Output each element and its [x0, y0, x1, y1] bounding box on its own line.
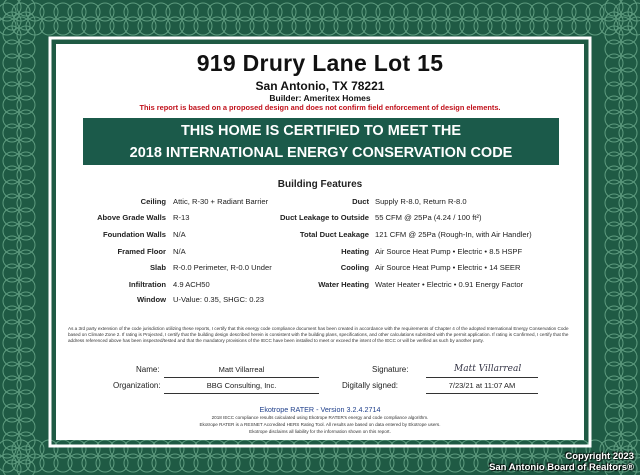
organization-underline: [164, 393, 319, 394]
name-underline: [164, 377, 319, 378]
footer-line-3: Ekotrope disclaims all liability for the information shown on this report.: [249, 429, 391, 434]
feature-label-ceiling: Ceiling: [140, 197, 166, 206]
feature-value-above-grade-walls: R-13: [173, 213, 190, 222]
feature-label-water-heating: Water Heating: [318, 280, 369, 289]
digitally-signed-value: 7/23/21 at 11:07 AM: [448, 381, 516, 390]
feature-value-window: U-Value: 0.35, SHGC: 0.23: [173, 295, 265, 304]
banner-line-1: THIS HOME IS CERTIFIED TO MEET THE: [180, 123, 462, 139]
signature-label: Signature:: [372, 365, 409, 374]
feature-value-ceiling: Attic, R-30 + Radiant Barrier: [173, 197, 269, 206]
builder-name: Builder: Ameritex Homes: [269, 93, 371, 103]
feature-label-heating: Heating: [341, 247, 369, 256]
certification-banner: [83, 118, 559, 165]
feature-label-window: Window: [136, 295, 166, 304]
copyright-watermark: [489, 451, 634, 473]
feature-value-framed-floor: N/A: [173, 247, 186, 256]
feature-value-cooling: Air Source Heat Pump • Electric • 14 SEER: [375, 263, 521, 272]
certificate: [56, 44, 584, 440]
organization-value: BBG Consulting, Inc.: [206, 381, 277, 390]
feature-label-cooling: Cooling: [340, 263, 369, 272]
feature-label-duct-leakage-outside: Duct Leakage to Outside: [279, 213, 369, 222]
digitally-signed-label: Digitally signed:: [342, 381, 399, 390]
feature-value-duct: Supply R-8.0, Return R-8.0: [375, 197, 467, 206]
feature-label-total-duct-leakage: Total Duct Leakage: [299, 230, 369, 239]
feature-label-duct: Duct: [352, 197, 369, 206]
signature-image: Matt Villarreal: [454, 364, 522, 374]
feature-value-infiltration: 4.9 ACH50: [173, 280, 210, 289]
copyright-line-1: Copyright 2023: [565, 451, 634, 462]
ekotrope-rater-version: Ekotrope RATER - Version 3.2.4.2714: [259, 405, 381, 414]
feature-label-infiltration: Infiltration: [128, 280, 166, 289]
feature-value-water-heating: Water Heater • Electric • 0.91 Energy Factor: [375, 280, 524, 289]
feature-label-slab: Slab: [149, 263, 166, 272]
name-value: Matt Villarreal: [218, 365, 265, 374]
feature-value-total-duct-leakage: 121 CFM @ 25Pa (Rough-In, with Air Handler): [375, 230, 532, 239]
footer-line-1: 2018 IECC compliance results calculated using Ekotrope RATER's energy and code compliance algorithm.: [211, 415, 429, 420]
feature-label-above-grade-walls: Above Grade Walls: [97, 213, 166, 222]
feature-value-foundation-walls: N/A: [173, 230, 186, 239]
property-address: 919 Drury Lane Lot 15: [196, 50, 444, 76]
feature-value-duct-leakage-outside: 55 CFM @ 25Pa (4.24 / 100 ft²): [375, 213, 482, 222]
copyright-line-2: San Antonio Board of Realtors®: [489, 462, 634, 473]
signature-underline: [426, 377, 538, 378]
banner-line-2: 2018 INTERNATIONAL ENERGY CONSERVATION CODE: [129, 145, 513, 161]
feature-value-slab: R-0.0 Perimeter, R-0.0 Under: [173, 263, 272, 272]
building-features-title: Building Features: [277, 179, 363, 190]
footer-line-2: Ekotrope RATER is a RESNET Accredited HERS Rating Tool. All results are based on data entered by Ekotrope users.: [199, 422, 441, 427]
feature-label-foundation-walls: Foundation Walls: [103, 230, 166, 239]
city-state-zip: San Antonio, TX 78221: [255, 79, 385, 93]
organization-label: Organization:: [113, 381, 161, 390]
design-disclaimer: This report is based on a proposed design and does not confirm field enforcement of design elements.: [139, 103, 501, 112]
name-label: Name:: [136, 365, 160, 374]
feature-label-framed-floor: Framed Floor: [117, 247, 166, 256]
certification-statement: As a 3rd party extension of the code jurisdiction utilizing these reports, I certify that this energy code compliance document has been created in accordance with the requirements of Chapter 4 of the adopted International Energy Conservation Code based on Climate Zone 2. If rating is Projected, I certify that the building design described herein is consistent with the building plans, specifications, and other calculations submitted with the permit application. If rating is Confirmed, I certify that the address referenced above has been inspected/tested and that the mandatory provisions of the IECC have been installed to meet or exceed the intent of the IECC or will be verified as such by another party.: [68, 326, 569, 343]
feature-value-heating: Air Source Heat Pump • Electric • 8.5 HSPF: [375, 247, 523, 256]
digitally-signed-underline: [426, 393, 538, 394]
